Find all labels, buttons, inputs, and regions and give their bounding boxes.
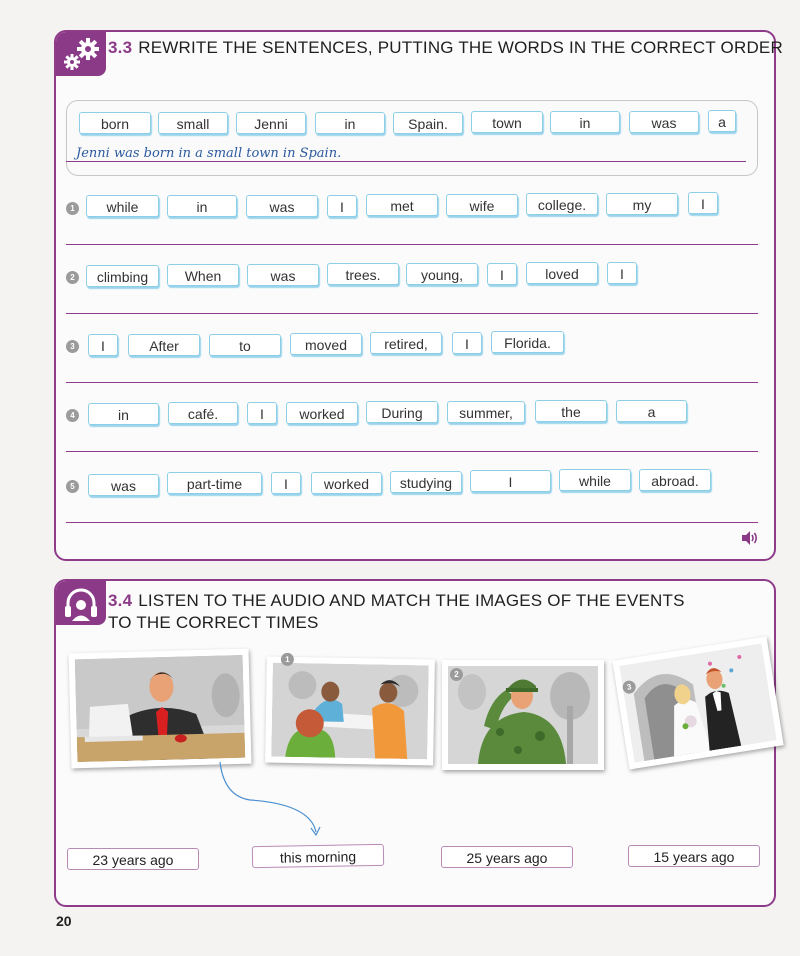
word-tile[interactable]: young, xyxy=(406,263,478,285)
exercise-3-3-title xyxy=(108,37,783,59)
word-tile[interactable]: abroad. xyxy=(639,469,711,491)
answer-line xyxy=(66,313,758,314)
item-number-3: 3 xyxy=(66,340,79,353)
word-tile[interactable]: wife xyxy=(446,194,518,216)
word-tile[interactable]: moved xyxy=(290,333,362,355)
answer-line xyxy=(66,451,758,452)
word-tile[interactable]: was xyxy=(88,474,159,496)
example-word-tile[interactable]: small xyxy=(158,112,228,134)
answer-line xyxy=(66,522,758,523)
headphones-icon xyxy=(56,581,106,625)
page-number: 20 xyxy=(56,913,72,929)
time-option[interactable]: 15 years ago xyxy=(628,845,760,867)
word-tile[interactable]: café. xyxy=(168,402,238,424)
word-tile[interactable]: my xyxy=(606,193,678,215)
word-tile[interactable]: worked xyxy=(311,472,382,494)
word-tile[interactable]: a xyxy=(616,400,687,422)
example-answer: Jenni was born in a small town in Spain. xyxy=(76,146,342,161)
word-tile[interactable]: was xyxy=(247,264,319,286)
word-tile[interactable]: was xyxy=(246,195,318,217)
example-word-tile[interactable]: Jenni xyxy=(236,112,306,134)
exercise-title-text: REWRITE THE SENTENCES, PUTTING THE WORDS IN THE CORRECT ORDER xyxy=(138,38,783,57)
item-number-2: 2 xyxy=(66,271,79,284)
example-word-tile[interactable]: a xyxy=(708,110,736,132)
word-tile[interactable]: part-time xyxy=(167,472,262,494)
word-tile[interactable]: I xyxy=(470,470,551,492)
speaker-icon[interactable] xyxy=(741,530,761,546)
word-tile[interactable]: the xyxy=(535,400,607,422)
word-tile[interactable]: I xyxy=(688,192,718,214)
word-tile[interactable]: Florida. xyxy=(491,331,564,353)
word-tile[interactable]: I xyxy=(327,195,357,217)
photo-number-2: 2 xyxy=(450,668,463,681)
time-option[interactable]: 25 years ago xyxy=(441,846,573,868)
word-tile[interactable]: summer, xyxy=(447,401,525,423)
answer-line xyxy=(66,244,758,245)
photo-number-1: 1 xyxy=(281,653,294,666)
word-tile[interactable]: I xyxy=(247,402,277,424)
example-word-tile[interactable]: in xyxy=(550,111,620,133)
word-tile[interactable]: to xyxy=(209,334,281,356)
word-tile[interactable]: When xyxy=(167,264,239,286)
word-tile[interactable]: studying xyxy=(390,471,462,493)
photo-number-3: 3 xyxy=(622,680,637,695)
exercise-3-4-title xyxy=(108,590,685,634)
word-tile[interactable]: while xyxy=(559,469,631,491)
example-connector-arrow xyxy=(210,760,330,840)
item-number-1: 1 xyxy=(66,202,79,215)
word-tile[interactable]: I xyxy=(607,262,637,284)
word-tile[interactable]: retired, xyxy=(370,332,442,354)
word-tile[interactable]: loved xyxy=(526,262,598,284)
time-option-example-answer[interactable]: this morning xyxy=(252,844,384,868)
word-tile[interactable]: trees. xyxy=(327,263,399,285)
answer-line xyxy=(66,382,758,383)
example-word-tile[interactable]: was xyxy=(629,111,699,133)
example-word-tile[interactable]: born xyxy=(79,112,151,134)
gears-icon xyxy=(56,32,106,76)
word-tile[interactable]: met xyxy=(366,194,438,216)
example-word-tile[interactable]: in xyxy=(315,112,385,134)
item-number-4: 4 xyxy=(66,409,79,422)
word-tile[interactable]: I xyxy=(452,332,482,354)
exercise-number: 3.3 xyxy=(108,38,133,57)
example-word-tile[interactable]: town xyxy=(471,111,543,133)
time-option[interactable]: 23 years ago xyxy=(67,848,199,870)
word-tile[interactable]: while xyxy=(86,195,159,217)
example-photo-businessman[interactable] xyxy=(69,649,252,769)
word-tile[interactable]: I xyxy=(271,472,301,494)
item-number-5: 5 xyxy=(66,480,79,493)
exercise-title-line-1: LISTEN TO THE AUDIO AND MATCH THE IMAGES OF THE EVENTS xyxy=(138,591,685,610)
example-answer-line xyxy=(66,161,746,162)
word-tile[interactable]: During xyxy=(366,401,438,423)
event-photo-1[interactable] xyxy=(265,654,435,766)
example-word-tile[interactable]: Spain. xyxy=(393,112,463,134)
word-tile[interactable]: college. xyxy=(526,193,598,215)
word-tile[interactable]: in xyxy=(167,195,237,217)
word-tile[interactable]: climbing xyxy=(86,265,159,287)
word-tile[interactable]: After xyxy=(128,334,200,356)
word-tile[interactable]: worked xyxy=(286,402,358,424)
event-photo-2[interactable] xyxy=(442,660,604,770)
word-tile[interactable]: I xyxy=(487,263,517,285)
word-tile[interactable]: in xyxy=(88,403,159,425)
exercise-title-line-2: TO THE CORRECT TIMES xyxy=(108,613,319,632)
exercise-number: 3.4 xyxy=(108,591,133,610)
word-tile[interactable]: I xyxy=(88,334,118,356)
